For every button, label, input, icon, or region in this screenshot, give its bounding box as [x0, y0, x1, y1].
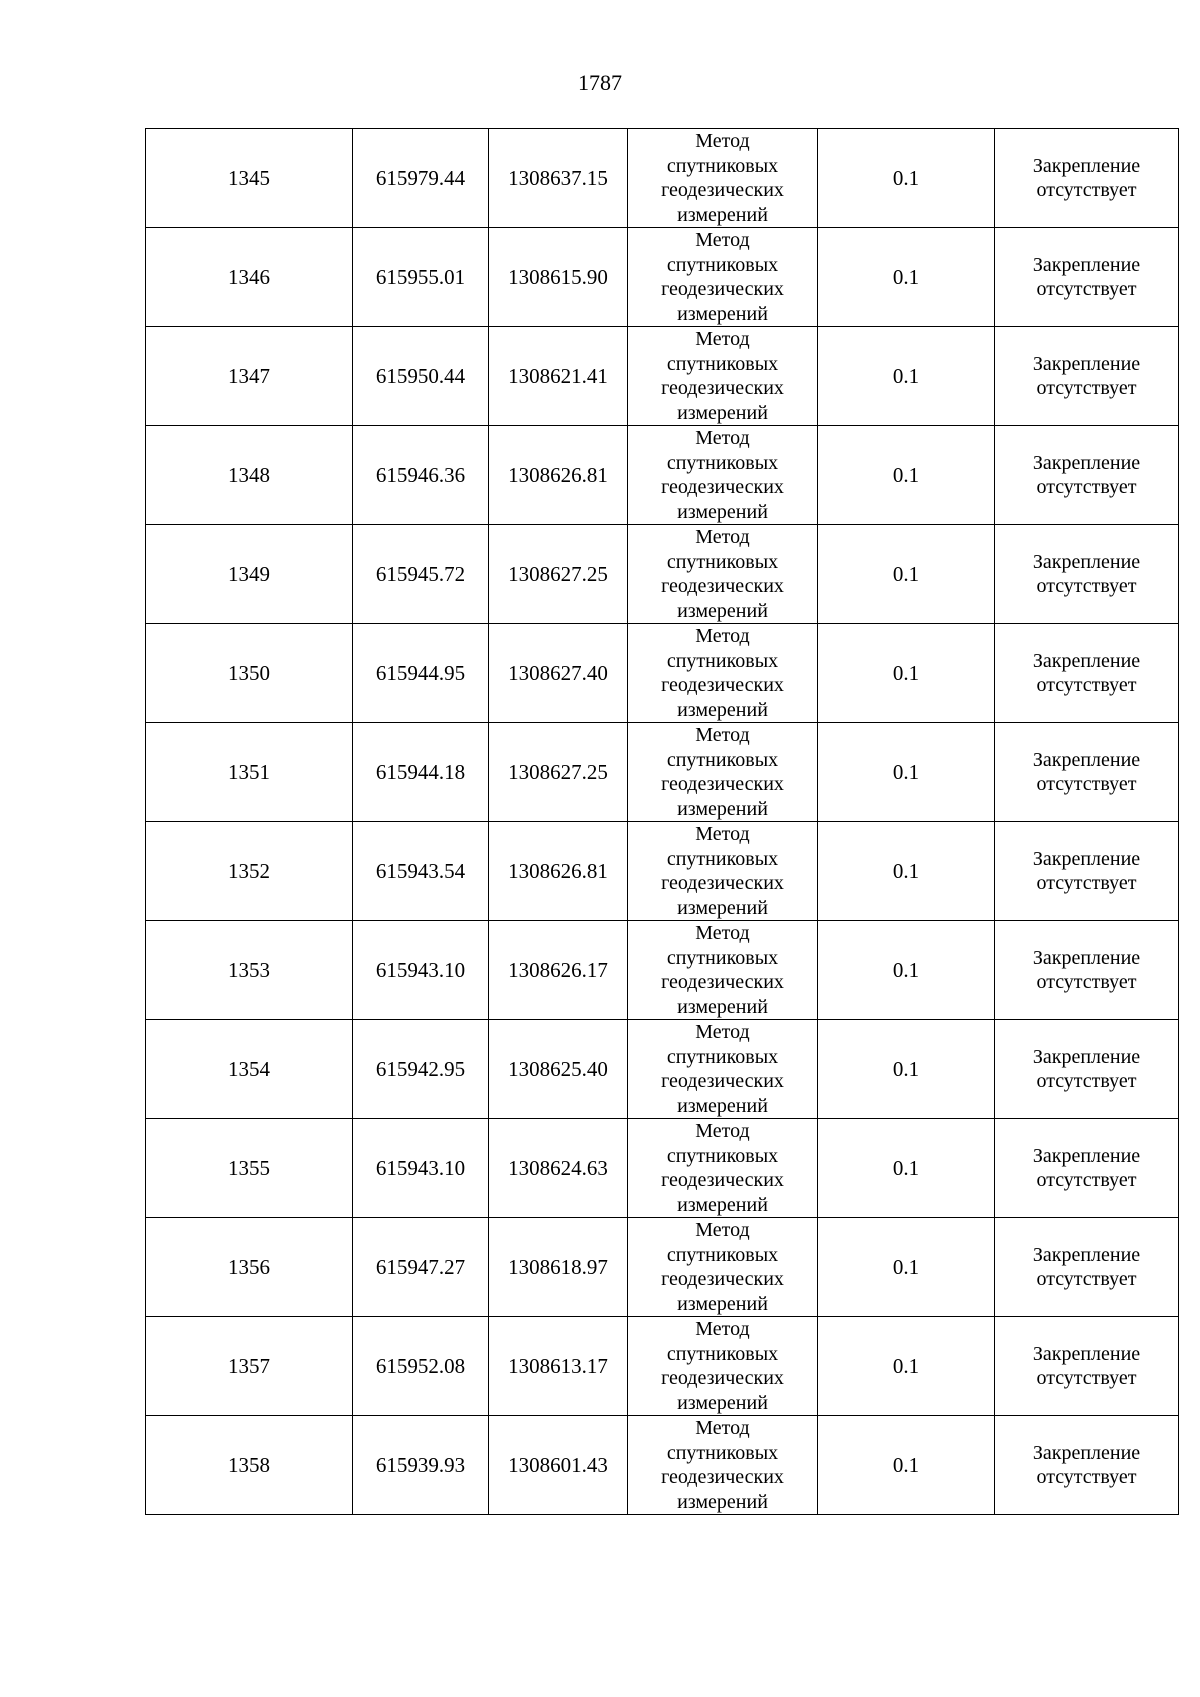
method-cell [628, 426, 818, 525]
method-line: Метод [695, 130, 750, 152]
table-row [146, 1317, 1179, 1416]
point-number-cell: 1354 [146, 1020, 353, 1119]
method-line: спутниковых [666, 1342, 779, 1365]
fixing-cell [995, 921, 1179, 1020]
method-line: геодезических [661, 1070, 784, 1092]
point-number-cell: 1358 [146, 1416, 353, 1515]
fixing-line: отсутствует [1036, 674, 1137, 696]
accuracy-cell: 0.1 [818, 525, 995, 624]
method-line: измерений [677, 500, 768, 523]
point-number-cell: 1351 [146, 723, 353, 822]
y-coordinate-cell: 1308626.81 [489, 426, 628, 525]
y-coordinate-cell: 1308625.40 [489, 1020, 628, 1119]
x-coordinate-cell: 615947.27 [353, 1218, 489, 1317]
fixing-line: Закрепление [1032, 650, 1141, 672]
point-number-cell: 1349 [146, 525, 353, 624]
point-number-cell: 1355 [146, 1119, 353, 1218]
method-line: Метод [695, 526, 750, 548]
table-row [146, 228, 1179, 327]
method-line: геодезических [661, 377, 784, 399]
method-line: измерений [677, 599, 768, 622]
accuracy-cell: 0.1 [818, 327, 995, 426]
fixing-line: отсутствует [1036, 377, 1137, 399]
method-line: геодезических [661, 674, 784, 696]
fixing-line: Закрепление [1032, 353, 1141, 375]
method-cell [628, 1317, 818, 1416]
table-row [146, 1218, 1179, 1317]
table-row [146, 1119, 1179, 1218]
accuracy-cell: 0.1 [818, 426, 995, 525]
y-coordinate-cell: 1308615.90 [489, 228, 628, 327]
fixing-cell [995, 1416, 1179, 1515]
fixing-line: отсутствует [1036, 872, 1137, 894]
fixing-line: отсутствует [1036, 1169, 1137, 1191]
page-number: 1787 [578, 70, 622, 95]
accuracy-cell: 0.1 [818, 1317, 995, 1416]
y-coordinate-cell: 1308626.17 [489, 921, 628, 1020]
x-coordinate-cell: 615950.44 [353, 327, 489, 426]
method-line: измерений [677, 698, 768, 721]
method-line: спутниковых [666, 1441, 779, 1464]
accuracy-cell: 0.1 [818, 1416, 995, 1515]
point-number-cell: 1353 [146, 921, 353, 1020]
accuracy-cell: 0.1 [818, 822, 995, 921]
table-body [146, 129, 1179, 1515]
method-line: измерений [677, 401, 768, 424]
accuracy-cell: 0.1 [818, 1218, 995, 1317]
method-line: геодезических [661, 179, 784, 201]
point-number-cell: 1356 [146, 1218, 353, 1317]
fixing-cell [995, 1020, 1179, 1119]
y-coordinate-cell: 1308637.15 [489, 129, 628, 228]
fixing-line: отсутствует [1036, 179, 1137, 201]
method-line: Метод [695, 427, 750, 449]
point-number-cell: 1345 [146, 129, 353, 228]
accuracy-cell: 0.1 [818, 624, 995, 723]
table-row [146, 624, 1179, 723]
point-number-cell: 1346 [146, 228, 353, 327]
x-coordinate-cell: 615944.95 [353, 624, 489, 723]
accuracy-cell: 0.1 [818, 1020, 995, 1119]
method-line: Метод [695, 1318, 750, 1340]
y-coordinate-cell: 1308618.97 [489, 1218, 628, 1317]
method-line: Метод [695, 1021, 750, 1043]
fixing-line: отсутствует [1036, 476, 1137, 498]
method-line: Метод [695, 328, 750, 350]
method-line: спутниковых [666, 550, 779, 573]
fixing-line: Закрепление [1032, 848, 1141, 870]
accuracy-cell: 0.1 [818, 228, 995, 327]
method-line: геодезических [661, 476, 784, 498]
method-line: измерений [677, 797, 768, 820]
coordinates-table [145, 128, 1179, 1515]
method-line: спутниковых [666, 847, 779, 870]
fixing-cell [995, 228, 1179, 327]
method-cell [628, 822, 818, 921]
method-line: спутниковых [666, 1045, 779, 1068]
method-cell [628, 1218, 818, 1317]
y-coordinate-cell: 1308626.81 [489, 822, 628, 921]
y-coordinate-cell: 1308601.43 [489, 1416, 628, 1515]
method-line: спутниковых [666, 748, 779, 771]
method-line: Метод [695, 823, 750, 845]
method-line: Метод [695, 229, 750, 251]
method-line: спутниковых [666, 253, 779, 276]
method-cell [628, 921, 818, 1020]
y-coordinate-cell: 1308627.25 [489, 525, 628, 624]
method-line: измерений [677, 1292, 768, 1315]
table-row [146, 822, 1179, 921]
method-line: Метод [695, 1120, 750, 1142]
fixing-line: отсутствует [1036, 1070, 1137, 1092]
method-line: Метод [695, 922, 750, 944]
method-cell [628, 1119, 818, 1218]
y-coordinate-cell: 1308624.63 [489, 1119, 628, 1218]
y-coordinate-cell: 1308613.17 [489, 1317, 628, 1416]
fixing-line: отсутствует [1036, 575, 1137, 597]
fixing-line: Закрепление [1032, 749, 1141, 771]
table-row [146, 1020, 1179, 1119]
y-coordinate-cell: 1308627.25 [489, 723, 628, 822]
method-line: геодезических [661, 773, 784, 795]
method-line: Метод [695, 625, 750, 647]
accuracy-cell: 0.1 [818, 129, 995, 228]
method-line: Метод [695, 724, 750, 746]
fixing-cell [995, 624, 1179, 723]
table-row [146, 327, 1179, 426]
method-line: измерений [677, 1490, 768, 1513]
fixing-line: Закрепление [1032, 947, 1141, 969]
method-line: спутниковых [666, 352, 779, 375]
method-line: спутниковых [666, 1144, 779, 1167]
fixing-line: Закрепление [1032, 1442, 1141, 1464]
method-line: Метод [695, 1417, 750, 1439]
method-line: измерений [677, 1193, 768, 1216]
method-line: геодезических [661, 1466, 784, 1488]
fixing-cell [995, 525, 1179, 624]
method-line: геодезических [661, 1268, 784, 1290]
method-line: измерений [677, 302, 768, 325]
method-line: спутниковых [666, 946, 779, 969]
table-row [146, 921, 1179, 1020]
method-line: спутниковых [666, 649, 779, 672]
point-number-cell: 1357 [146, 1317, 353, 1416]
method-line: геодезических [661, 872, 784, 894]
method-cell [628, 1416, 818, 1515]
method-line: измерений [677, 203, 768, 226]
y-coordinate-cell: 1308621.41 [489, 327, 628, 426]
method-line: спутниковых [666, 154, 779, 177]
fixing-line: отсутствует [1036, 278, 1137, 300]
x-coordinate-cell: 615943.54 [353, 822, 489, 921]
x-coordinate-cell: 615955.01 [353, 228, 489, 327]
table-row [146, 129, 1179, 228]
fixing-line: Закрепление [1032, 551, 1141, 573]
fixing-cell [995, 1218, 1179, 1317]
fixing-line: Закрепление [1032, 1343, 1141, 1365]
fixing-cell [995, 723, 1179, 822]
fixing-line: отсутствует [1036, 773, 1137, 795]
fixing-cell [995, 129, 1179, 228]
accuracy-cell: 0.1 [818, 1119, 995, 1218]
fixing-cell [995, 822, 1179, 921]
method-line: измерений [677, 1094, 768, 1117]
fixing-line: отсутствует [1036, 1268, 1137, 1290]
accuracy-cell: 0.1 [818, 921, 995, 1020]
method-line: измерений [677, 896, 768, 919]
method-line: спутниковых [666, 451, 779, 474]
accuracy-cell: 0.1 [818, 723, 995, 822]
method-line: геодезических [661, 278, 784, 300]
method-line: Метод [695, 1219, 750, 1241]
method-cell [628, 228, 818, 327]
x-coordinate-cell: 615943.10 [353, 921, 489, 1020]
method-cell [628, 525, 818, 624]
method-line: геодезических [661, 1367, 784, 1389]
point-number-cell: 1348 [146, 426, 353, 525]
x-coordinate-cell: 615979.44 [353, 129, 489, 228]
fixing-line: отсутствует [1036, 1367, 1137, 1389]
point-number-cell: 1347 [146, 327, 353, 426]
fixing-cell [995, 1119, 1179, 1218]
method-cell [628, 129, 818, 228]
x-coordinate-cell: 615945.72 [353, 525, 489, 624]
x-coordinate-cell: 615943.10 [353, 1119, 489, 1218]
point-number-cell: 1350 [146, 624, 353, 723]
fixing-line: Закрепление [1032, 1244, 1141, 1266]
method-cell [628, 624, 818, 723]
fixing-line: Закрепление [1032, 1145, 1141, 1167]
method-line: спутниковых [666, 1243, 779, 1266]
x-coordinate-cell: 615942.95 [353, 1020, 489, 1119]
method-cell [628, 327, 818, 426]
fixing-line: Закрепление [1032, 155, 1141, 177]
fixing-line: Закрепление [1032, 452, 1141, 474]
method-line: геодезических [661, 971, 784, 993]
table-row [146, 723, 1179, 822]
x-coordinate-cell: 615944.18 [353, 723, 489, 822]
table-row [146, 426, 1179, 525]
x-coordinate-cell: 615939.93 [353, 1416, 489, 1515]
method-line: измерений [677, 995, 768, 1018]
fixing-cell [995, 1317, 1179, 1416]
method-line: измерений [677, 1391, 768, 1414]
table-row [146, 525, 1179, 624]
fixing-line: отсутствует [1036, 971, 1137, 993]
fixing-cell [995, 426, 1179, 525]
method-line: геодезических [661, 575, 784, 597]
table-row [146, 1416, 1179, 1515]
y-coordinate-cell: 1308627.40 [489, 624, 628, 723]
x-coordinate-cell: 615952.08 [353, 1317, 489, 1416]
method-line: геодезических [661, 1169, 784, 1191]
method-cell [628, 723, 818, 822]
point-number-cell: 1352 [146, 822, 353, 921]
method-cell [628, 1020, 818, 1119]
fixing-line: отсутствует [1036, 1466, 1137, 1488]
fixing-line: Закрепление [1032, 1046, 1141, 1068]
fixing-cell [995, 327, 1179, 426]
fixing-line: Закрепление [1032, 254, 1141, 276]
x-coordinate-cell: 615946.36 [353, 426, 489, 525]
